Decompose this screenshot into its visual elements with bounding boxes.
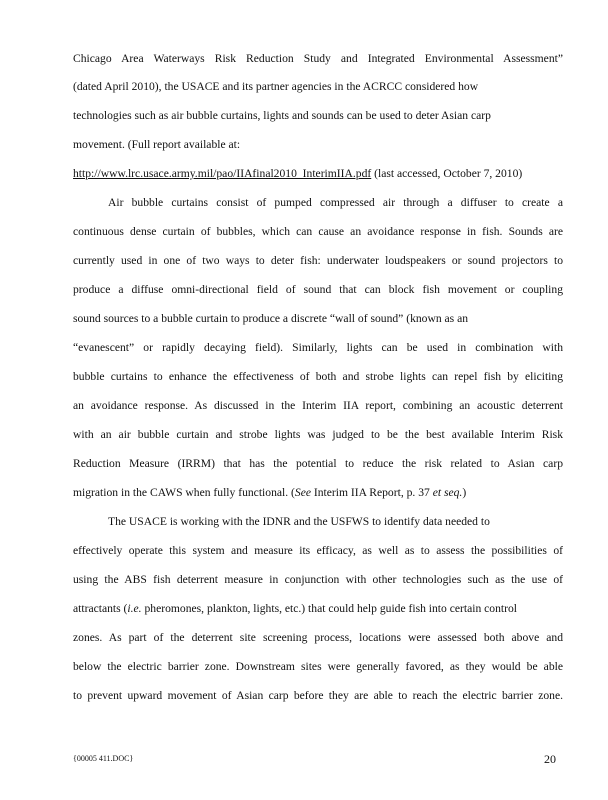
page-number: 20 [544, 752, 556, 766]
text-line: below the electric barrier zone. Downstream sites were generally favored, as they would be able [73, 660, 563, 673]
italic-run: et seq. [432, 486, 463, 499]
document-id: {00005 411.DOC} [73, 754, 134, 763]
text-line: “evanescent” or rapidly decaying field). Similarly, lights can be used in combination with [73, 341, 563, 354]
text-line: with an air bubble curtain and strobe lights was judged to be the best available Interim Risk [73, 428, 563, 441]
text-line [73, 602, 563, 616]
text-run: ) [462, 486, 467, 499]
text-line [73, 167, 563, 181]
text-run: Interim IIA Report, p. 37 [310, 486, 433, 499]
text-line [73, 486, 563, 500]
text-line: sound sources to a bubble curtain to produce a discrete “wall of sound” (known as an [73, 312, 469, 325]
text-line: bubble curtains to enhance the effectiveness of both and strobe lights can repel fish by eliciting [73, 370, 563, 383]
text-line: Air bubble curtains consist of pumped compressed air through a diffuser to create a [108, 196, 563, 209]
text-line: an avoidance response. As discussed in the Interim IIA report, combining an acoustic deterrent [73, 399, 563, 412]
access-date: (last accessed, October 7, 2010) [371, 167, 523, 180]
italic-run: See [294, 486, 311, 499]
text-run: attractants ( [73, 602, 128, 615]
text-line: movement. (Full report available at: [73, 138, 241, 151]
italic-run: i.e. [127, 602, 142, 615]
text-line: to prevent upward movement of Asian carp before they are able to reach the electric barrier zone. [73, 689, 563, 702]
report-link[interactable]: http://www.lrc.usace.army.mil/pao/IIAfinal2010_InterimIIA.pdf [73, 167, 372, 180]
text-line: using the ABS fish deterrent measure in conjunction with other technologies such as the use of [73, 573, 563, 586]
text-line: technologies such as air bubble curtains, lights and sounds can be used to deter Asian carp [73, 109, 491, 122]
text-run: migration in the CAWS when fully functional. ( [73, 486, 295, 499]
text-line: Reduction Measure (IRRM) that has the potential to reduce the risk related to Asian carp [73, 457, 563, 470]
text-run: pheromones, plankton, lights, etc.) that could help guide fish into certain control [141, 602, 517, 615]
text-line: (dated April 2010), the USACE and its partner agencies in the ACRCC considered how [73, 80, 479, 93]
text-line: effectively operate this system and measure its efficacy, as well as to assess the possibilities of [73, 544, 563, 557]
text-line: zones. As part of the deterrent site screening process, locations were assessed both above and [73, 631, 563, 644]
text-line: currently used in one of two ways to deter fish: underwater loudspeakers or sound projectors to [73, 254, 563, 267]
text-line: Chicago Area Waterways Risk Reduction Study and Integrated Environmental Assessment” [73, 52, 563, 65]
text-line: produce a diffuse omni-directional field of sound that can block fish movement or coupling [73, 283, 563, 296]
text-line: The USACE is working with the IDNR and the USFWS to identify data needed to [108, 515, 490, 528]
text-line: continuous dense curtain of bubbles, which can cause an avoidance response in fish. Sounds are [73, 225, 563, 238]
